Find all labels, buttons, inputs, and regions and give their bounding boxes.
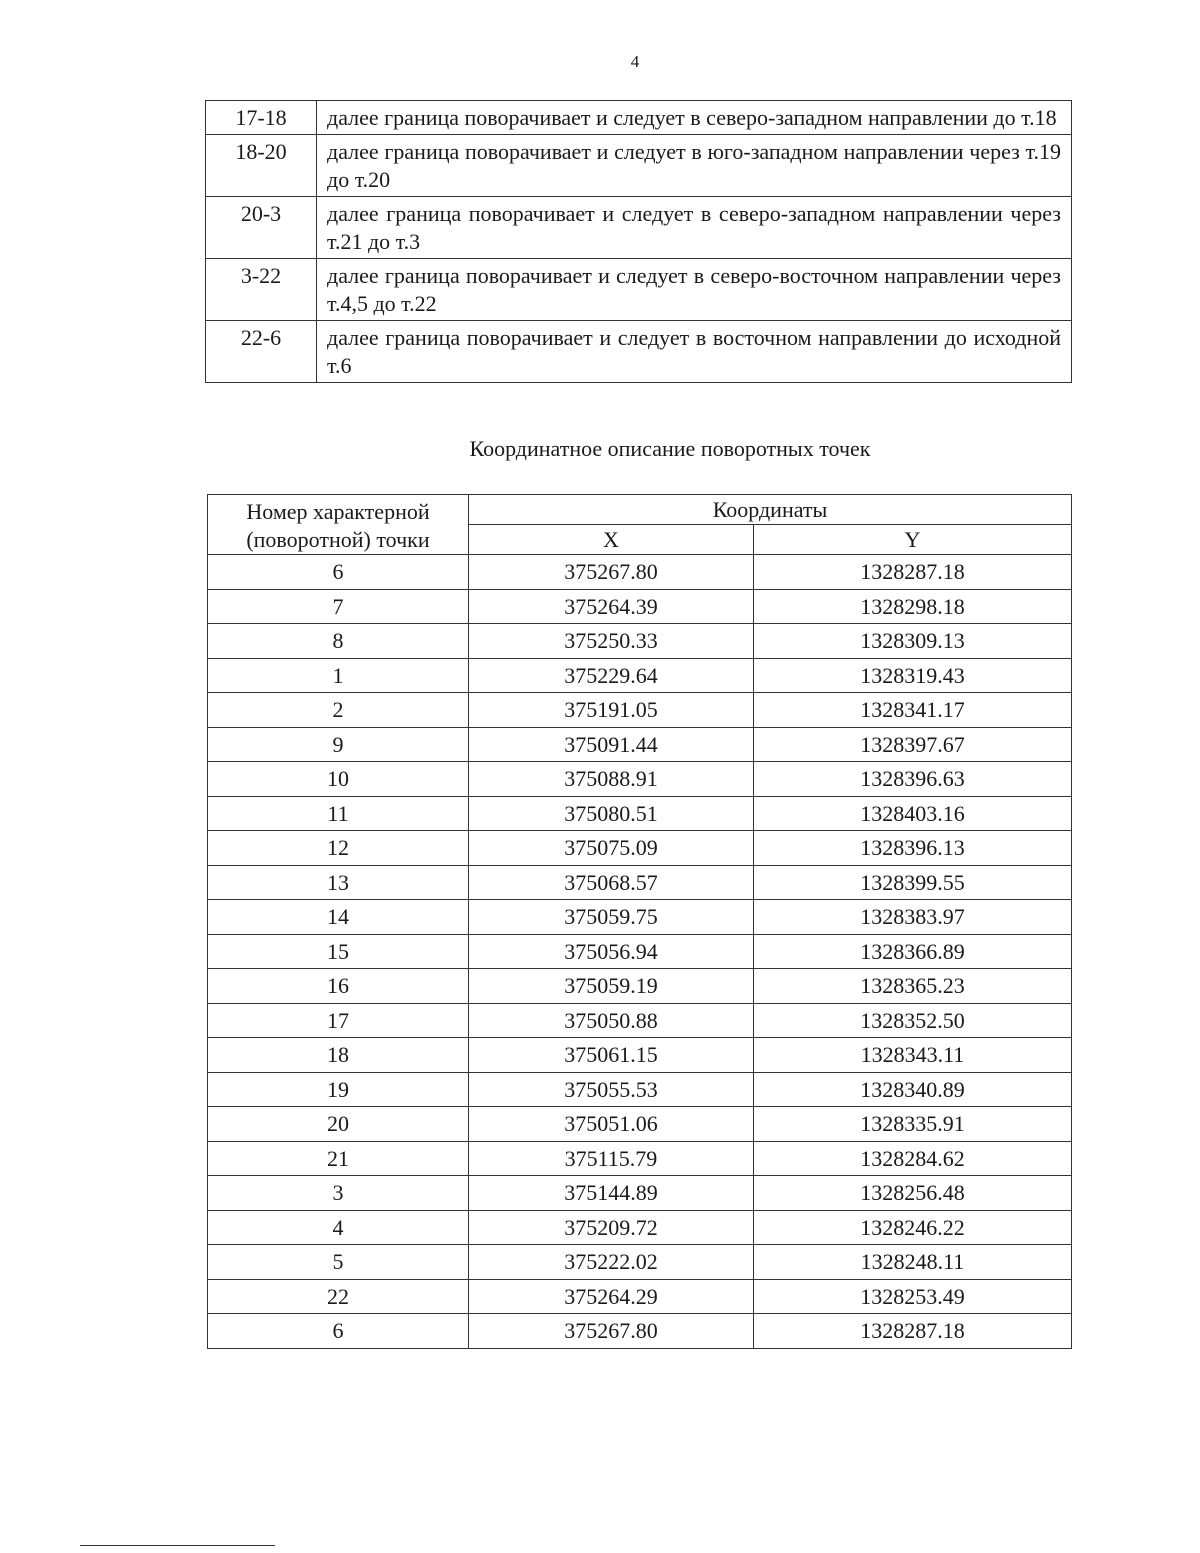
- table-row: [208, 727, 1072, 762]
- point-number-cell: 1: [208, 658, 469, 693]
- y-coordinate-cell: 1328284.62: [753, 1141, 1071, 1176]
- y-coordinate-cell: 1328309.13: [753, 624, 1071, 659]
- y-coordinate-cell: 1328335.91: [753, 1107, 1071, 1142]
- x-coordinate-cell: 375056.94: [469, 934, 754, 969]
- y-coordinate-cell: 1328397.67: [753, 727, 1071, 762]
- boundary-description: далее граница поворачивает и следует в северо-западном направлении до т.18: [317, 101, 1072, 135]
- x-coordinate-cell: 375050.88: [469, 1003, 754, 1038]
- coords-section-title: Координатное описание поворотных точек: [469, 436, 871, 461]
- table-row: [208, 1107, 1072, 1142]
- table-row: [208, 762, 1072, 797]
- point-number-header: Номер характерной (поворотной) точки: [208, 495, 469, 555]
- x-coordinate-cell: 375267.80: [469, 1314, 754, 1349]
- table-row: [208, 934, 1072, 969]
- y-coordinate-cell: 1328319.43: [753, 658, 1071, 693]
- point-number-cell: 8: [208, 624, 469, 659]
- y-coordinate-cell: 1328365.23: [753, 969, 1071, 1004]
- boundary-description: далее граница поворачивает и следует в северо-западном направлении через т.21 до т.3: [317, 197, 1072, 259]
- x-coordinate-cell: 375191.05: [469, 693, 754, 728]
- x-coordinate-cell: 375264.29: [469, 1279, 754, 1314]
- boundary-description: далее граница поворачивает и следует в юго-западном направлении через т.19 до т.20: [317, 135, 1072, 197]
- x-coordinate-cell: 375209.72: [469, 1210, 754, 1245]
- boundary-row: [206, 197, 1072, 259]
- point-number-cell: 2: [208, 693, 469, 728]
- point-number-cell: 3: [208, 1176, 469, 1211]
- table-row: [208, 693, 1072, 728]
- boundary-segment: 3-22: [206, 259, 317, 321]
- y-coordinate-cell: 1328256.48: [753, 1176, 1071, 1211]
- x-coordinate-cell: 375061.15: [469, 1038, 754, 1073]
- point-number-cell: 18: [208, 1038, 469, 1073]
- point-number-cell: 17: [208, 1003, 469, 1038]
- table-row: [208, 555, 1072, 590]
- x-coordinate-cell: 375080.51: [469, 796, 754, 831]
- point-number-cell: 16: [208, 969, 469, 1004]
- y-coordinate-cell: 1328343.11: [753, 1038, 1071, 1073]
- y-coordinate-cell: 1328253.49: [753, 1279, 1071, 1314]
- boundary-segment: 17-18: [206, 101, 317, 135]
- table-row: [208, 1245, 1072, 1280]
- table-row: [208, 1314, 1072, 1349]
- y-coordinate-cell: 1328287.18: [753, 1314, 1071, 1349]
- x-coordinate-cell: 375264.39: [469, 589, 754, 624]
- boundary-row: [206, 101, 1072, 135]
- point-number-cell: 7: [208, 589, 469, 624]
- x-coordinate-cell: 375115.79: [469, 1141, 754, 1176]
- table-row: [208, 865, 1072, 900]
- y-coordinate-cell: 1328396.13: [753, 831, 1071, 866]
- y-coordinate-cell: 1328246.22: [753, 1210, 1071, 1245]
- point-number-cell: 22: [208, 1279, 469, 1314]
- boundary-table-body: [206, 101, 1072, 383]
- table-row: [208, 1003, 1072, 1038]
- table-row: [208, 969, 1072, 1004]
- x-coordinate-cell: 375059.19: [469, 969, 754, 1004]
- point-number-cell: 6: [208, 555, 469, 590]
- point-number-cell: 19: [208, 1072, 469, 1107]
- table-row: [208, 1279, 1072, 1314]
- table-row: [208, 624, 1072, 659]
- coordinates-table-body: [208, 555, 1072, 1349]
- boundary-description-table: [205, 100, 1072, 383]
- y-coordinate-cell: 1328366.89: [753, 934, 1071, 969]
- point-number-cell: 6: [208, 1314, 469, 1349]
- point-number-cell: 5: [208, 1245, 469, 1280]
- x-coordinate-cell: 375055.53: [469, 1072, 754, 1107]
- point-number-cell: 13: [208, 865, 469, 900]
- x-coordinate-cell: 375051.06: [469, 1107, 754, 1142]
- boundary-row: [206, 135, 1072, 197]
- x-coordinate-cell: 375075.09: [469, 831, 754, 866]
- y-coordinate-cell: 1328340.89: [753, 1072, 1071, 1107]
- point-number-cell: 12: [208, 831, 469, 866]
- table-row: [208, 1176, 1072, 1211]
- y-coordinate-cell: 1328383.97: [753, 900, 1071, 935]
- point-number-cell: 10: [208, 762, 469, 797]
- coordinates-table-header: [208, 495, 1072, 555]
- point-number-cell: 4: [208, 1210, 469, 1245]
- table-row: [208, 658, 1072, 693]
- y-coordinate-cell: 1328298.18: [753, 589, 1071, 624]
- x-coordinate-cell: 375222.02: [469, 1245, 754, 1280]
- table-row: [208, 1141, 1072, 1176]
- y-coordinate-cell: 1328248.11: [753, 1245, 1071, 1280]
- x-coordinate-cell: 375267.80: [469, 555, 754, 590]
- table-row: [208, 1072, 1072, 1107]
- y-coordinate-cell: 1328341.17: [753, 693, 1071, 728]
- table-row: [208, 589, 1072, 624]
- point-number-cell: 9: [208, 727, 469, 762]
- coordinates-table: [207, 494, 1072, 1349]
- y-coordinate-cell: 1328287.18: [753, 555, 1071, 590]
- footnote-divider: [80, 1545, 275, 1546]
- x-header: X: [469, 525, 754, 555]
- page-number: 4: [630, 52, 640, 71]
- point-number-cell: 21: [208, 1141, 469, 1176]
- x-coordinate-cell: 375144.89: [469, 1176, 754, 1211]
- table-row: [208, 796, 1072, 831]
- boundary-segment: 20-3: [206, 197, 317, 259]
- coordinates-header: Координаты: [469, 495, 1072, 525]
- x-coordinate-cell: 375059.75: [469, 900, 754, 935]
- x-coordinate-cell: 375088.91: [469, 762, 754, 797]
- table-row: [208, 1038, 1072, 1073]
- y-coordinate-cell: 1328396.63: [753, 762, 1071, 797]
- x-coordinate-cell: 375250.33: [469, 624, 754, 659]
- point-number-cell: 20: [208, 1107, 469, 1142]
- y-coordinate-cell: 1328399.55: [753, 865, 1071, 900]
- boundary-segment: 22-6: [206, 321, 317, 383]
- point-number-cell: 14: [208, 900, 469, 935]
- y-coordinate-cell: 1328352.50: [753, 1003, 1071, 1038]
- boundary-row: [206, 321, 1072, 383]
- point-number-cell: 15: [208, 934, 469, 969]
- table-row: [208, 900, 1072, 935]
- x-coordinate-cell: 375068.57: [469, 865, 754, 900]
- boundary-row: [206, 259, 1072, 321]
- boundary-description: далее граница поворачивает и следует в восточном направлении до исходной т.6: [317, 321, 1072, 383]
- table-row: [208, 1210, 1072, 1245]
- y-coordinate-cell: 1328403.16: [753, 796, 1071, 831]
- boundary-description: далее граница поворачивает и следует в северо-восточном направлении через т.4,5 до т.22: [317, 259, 1072, 321]
- point-number-cell: 11: [208, 796, 469, 831]
- table-row: [208, 831, 1072, 866]
- y-header: Y: [753, 525, 1071, 555]
- x-coordinate-cell: 375091.44: [469, 727, 754, 762]
- header-row-top: [208, 495, 1072, 525]
- x-coordinate-cell: 375229.64: [469, 658, 754, 693]
- boundary-segment: 18-20: [206, 135, 317, 197]
